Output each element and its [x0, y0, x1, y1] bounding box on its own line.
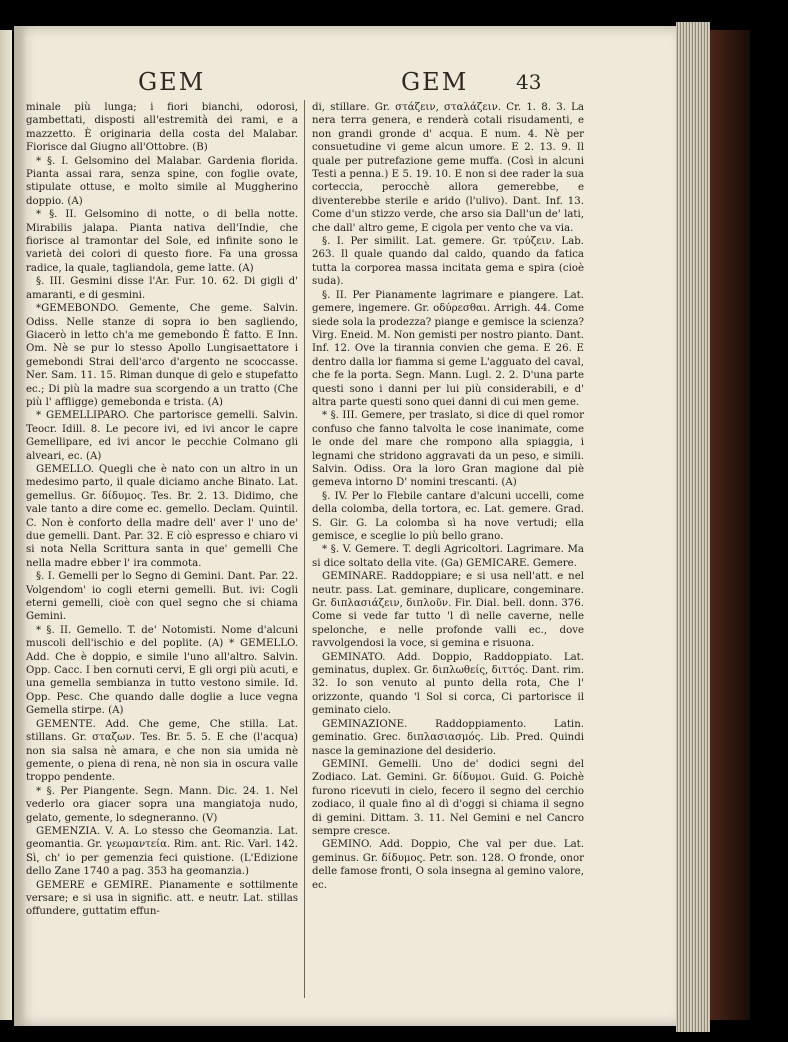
entry-paragraph: di, stillare. Gr. στάζειν, σταλάζειν. Cr. 1. 8. 3. La nera terra genera, e renderà cotali risudamenti, e non grandi gronde d' acqua. E num. 4. Nè per consuetudine vi geme alcun umore. E 2. 13. 9. Il quale per putrefazione geme muffa. (Così in alcuni Testi a penna.) E 5. 19. 10. E non si dee rader la sua corteccia, perocchè allora gemerebbe, e diventerebbe sterile e arido (l'ulivo). Dant. Inf. 13. Come d'un stizzo verde, che arso sia Dall'un de' lati, che dall' altro geme, E cigola per vento che va via.	[312, 102, 584, 234]
right-column	[312, 101, 584, 998]
entry-paragraph: GEMINATO. Add. Doppio, Raddoppiato. Lat. geminatus, duplex. Gr. διπλωθείς, διττός. Dant. rim. 32. Io son venuto al punto della rota, Che l' orizzonte, quando 'l Sol si corca, Ci partorisce il geminato cielo.	[312, 651, 584, 717]
entry-paragraph: GEMINO. Add. Doppio, Che val per due. Lat. geminus. Gr. δίδυμος. Petr. son. 128. O fronde, onor delle famose fronti, O sola insegna al gemino valore, ec.	[312, 839, 584, 891]
running-head-left: GEM	[138, 68, 206, 96]
page-number: 43	[516, 70, 542, 94]
entry-paragraph: * §. Per Piangente. Segn. Mann. Dic. 24. 1. Nel vederlo ora giacer sopra una mangiatoja nudo, gelato, gemente, lo sdegneranno. (V)	[26, 785, 298, 824]
entry-paragraph: GEMENTE. Add. Che geme, Che stilla. Lat. stillans. Gr. σταζων. Tes. Br. 5. 5. E che (l'acqua) non sia salsa nè amara, e che non sia umida nè gemente, o piena di rena, nè non sia in oscura valle troppo pendente.	[26, 718, 298, 784]
entry-paragraph: §. II. Per Pianamente lagrimare e piangere. Lat. gemere, ingemere. Gr. οδύρεσθαι. Arrigh. 44. Come siede sola la prodezza? piange e gemisce la scienza? Virg. Eneid. M. Non gemisti per nostro pianto. Dant. Inf. 12. Ove la tirannia convien che gema. E 26. E dentro dalla lor fiamma si geme L'agguato del caval, che fe la porta. Segn. Mann. Lugl. 2. 2. D'una parte questi sono i danni per lui più considerabili, e d' altra parte questi sono quei danni di cui men geme.	[312, 289, 584, 408]
entry-paragraph: GEMELLO. Quegli che è nato con un altro in un medesimo parto, il quale diciamo anche Binato. Lat. gemellus. Gr. δίδυμος. Tes. Br. 2. 13. Didimo, che vale tanto a dire come ec. gemello. Declam. Quintil. C. Non è conforto della madre dell' aver l' uno de' due gemelli. Dant. Par. 32. E ciò espresso e chiaro vi si nota Nella Scrittura santa in que' gemelli Che nella madre ebber l' ira commota.	[26, 463, 298, 569]
page-gutter-shadow	[14, 26, 26, 1026]
column-divider	[304, 100, 305, 998]
entry-paragraph: GEMINAZIONE. Raddoppiamento. Latin. geminatio. Grec. διπλασιασμός. Lib. Pred. Quindi nasce la geminazione del desiderio.	[312, 718, 584, 757]
entry-paragraph: * §. II. Gelsomino di notte, o di bella notte. Mirabilis jalapa. Pianta nativa dell'Indie, che fiorisce al tramontar del Sole, ed infinite sono le varietà dei colori di questo fiore. Fa una grossa radice, la quale, tagliandola, geme latte. (A)	[26, 209, 298, 274]
entry-paragraph: GEMENZIA. V. A. Lo stesso che Geomanzia. Lat. geomantia. Gr. γεωμαντεία. Rim. ant. Ric. Varl. 142. Sì, ch' io per gemenzia feci quistione. (L'Edizione dello Zane 1740 a pag. 353 ha geomanzia.)	[26, 825, 298, 878]
page-block-edge	[676, 22, 710, 1032]
entry-paragraph: * §. V. Gemere. T. degli Agricoltori. Lagrimare. Ma si dice soltato della vite. (Ga) GEMICARE. Gemere.	[312, 544, 584, 569]
entry-paragraph: * §. III. Gemere, per traslato, si dice di quel romor confuso che fanno talvolta le cose inanimate, come le onde del mare che rompono alla spiaggia, i legnami che stridono aggravati da un peso, e simili. Salvin. Odiss. Ora la loro Gran magione dal piè gemeva intorno D' nomini trescanti. (A)	[312, 410, 584, 489]
entry-paragraph: * GEMELLIPARO. Che partorisce gemelli. Salvin. Teocr. Idill. 8. Le pecore ivi, ed ivi ancor le capre Gemellipare, ed ivi ancor le pecchie Colmano gli alveari, ec. (A)	[26, 410, 298, 462]
left-column	[26, 101, 298, 998]
entry-paragraph: §. I. Per similit. Lat. gemere. Gr. τρύζειν. Lab. 263. Il quale quando dal caldo, quando da fatica tutta la corporea massa incitata gema e spira (cioè suda).	[312, 236, 584, 288]
entry-paragraph: §. III. Gesmini disse l'Ar. Fur. 10. 62. Di gigli d' amaranti, e di gesmini.	[26, 276, 298, 301]
entry-paragraph: GEMINI. Gemelli. Uno de' dodici segni del Zodiaco. Lat. Gemini. Gr. δίδυμοι. Guid. G. Poichè furono ricevuti in cielo, fecero il segno del cerchio zodiaco, il quale fino al dì d'oggi si chiama il segno di gemini. Dittam. 3. 11. Nel Gemini e nel Cancro sempre cresce.	[312, 758, 584, 837]
book-cover	[710, 30, 750, 1020]
running-head-right: GEM	[401, 68, 469, 96]
entry-paragraph: * §. II. Gemello. T. de' Notomisti. Nome d'alcuni muscoli dell'ischio e del poplite. (A) * GEMELLO. Add. Che è doppio, e simile l'uno all'altro. Salvin. Opp. Cacc. I ben cornuti cervi, E gli orgi più acuti, e una gemella sembianza in tutto vestono simile. Id. Opp. Pesc. Che quando dalle doglie a luce vegna Gemella stirpe. (A)	[26, 624, 298, 717]
entry-paragraph: GEMINARE. Raddoppiare; e si usa nell'att. e nel neutr. pass. Lat. geminare, duplicare, congeminare. Gr. διπλασιάζειν, διπλοῦν. Fir. Dial. bell. donn. 376. Come si vede far tutto 'l dì nelle caverne, nelle spelonche, e nelle profonde valli ec., dove ravvolgendosi la voce, si gemina e risuona.	[312, 571, 584, 650]
entry-paragraph: * §. I. Gelsomino del Malabar. Gardenia florida. Pianta assai rara, senza spine, con foglie ovate, stipulate ottuse, e molto simile al Muggherino doppio. (A)	[26, 155, 298, 207]
entry-paragraph: *GEMEBONDO. Gemente, Che geme. Salvin. Odiss. Nelle stanze di sopra io ben sagliendo, Giacerò in letto ch'a me gemebondo È fatto. E Inn. Om. Nè se pur lo stesso Apollo Lungisaettatore i gemebondi Strai dell'arco d'argento ne scoccasse. Ner. Sam. 11. 15. Riman dunque di gelo e stupefatto ec.; Di più la madre sua scorgendo a un tratto (Che più l' affligge) gemebonda e trista. (A)	[26, 303, 298, 408]
entry-paragraph: §. IV. Per lo Flebile cantare d'alcuni uccelli, come della colomba, della tortora, ec. Lat. gemere. Grad. S. Gir. G. La colomba sì ha nove vertudi; ella gemisce, e sceglie lo più bello grano.	[312, 490, 584, 542]
facing-page-edge	[0, 30, 12, 1020]
entry-paragraph: GEMERE e GEMIRE. Pianamente e sottilmente versare; e si usa in signific. att. e neutr. Lat. stillas offundere, guttatim effun-	[26, 879, 298, 918]
entry-paragraph: minale più lunga; i fiori bianchi, odorosi, gambettati, disposti all'estremità dei rami, e a mazzetto. È originaria della costa del Malabar. Fiorisce dal Giugno all'Ottobre. (B)	[26, 102, 298, 154]
entry-paragraph: §. I. Gemelli per lo Segno di Gemini. Dant. Par. 22. Volgendom' io cogli eterni gemelli. But. ivi: Cogli eterni gemelli, cioè con quel segno che si chiama Gemini.	[26, 571, 298, 623]
